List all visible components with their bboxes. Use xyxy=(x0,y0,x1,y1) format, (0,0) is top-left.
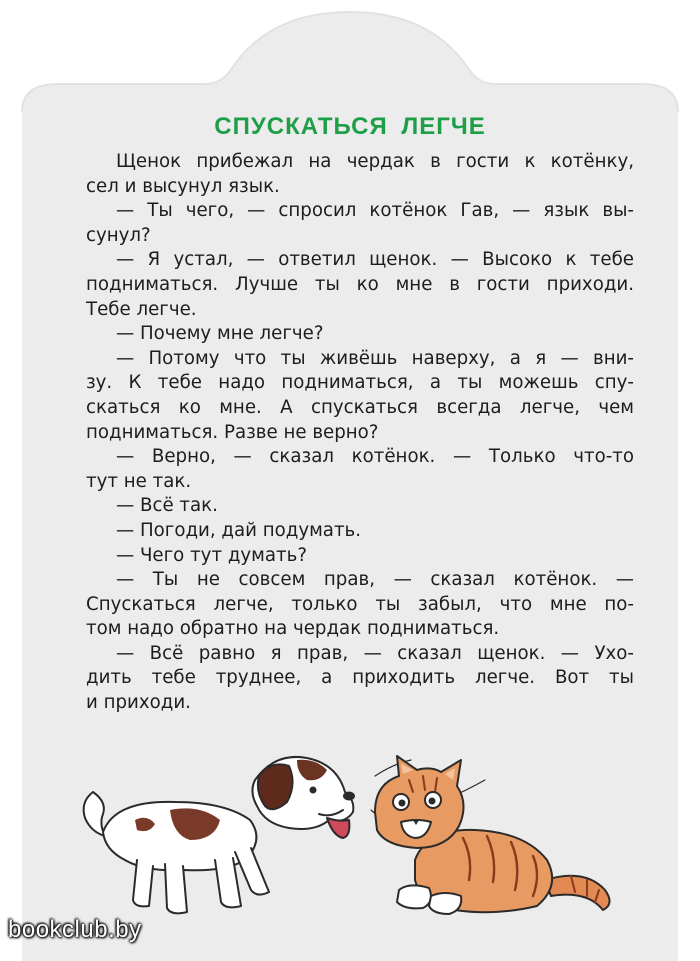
story-line: и приходи. xyxy=(86,692,191,714)
story-line: — Погоди, дай подумать. xyxy=(116,519,362,541)
story-line: — Всё равно я прав, — сказал щенок. — Ухо- xyxy=(116,642,634,664)
story-line: — Потому что ты живёшь наверху, а я — вни- xyxy=(116,347,634,369)
story-line: Спускаться легче, только ты забыл, что мне по- xyxy=(86,593,634,615)
story-line: — Верно, — сказал котёнок. — Только что-то xyxy=(116,446,634,468)
story-line: — Ты чего, — спросил котёнок Гав, — язык вы- xyxy=(116,200,634,222)
story-line: зу. К тебе надо подниматься, а ты можешь спу- xyxy=(86,372,634,394)
story-line: дить тебе труднее, а приходить легче. Вот ты xyxy=(86,667,634,689)
story-title: СПУСКАТЬСЯ ЛЕГЧЕ xyxy=(214,113,486,140)
story-line: сел и высунул язык. xyxy=(86,175,280,197)
story-line: — Я устал, — ответил щенок. — Высоко к тебе xyxy=(116,249,634,271)
story-line: том надо обратно на чердак подниматься. xyxy=(86,618,500,640)
story-line: — Всё так. xyxy=(116,495,218,517)
story-line: сунул? xyxy=(86,224,151,246)
story-line: подниматься. Лучше ты ко мне в гости приходи. xyxy=(86,273,634,295)
story-line: тут не так. xyxy=(86,470,192,492)
story-line: — Почему мне легче? xyxy=(116,323,324,345)
puppy-drawing xyxy=(84,757,355,913)
story-line: — Чего тут думать? xyxy=(116,544,307,566)
story-line: — Ты не совсем прав, — сказал котёнок. — xyxy=(116,569,634,591)
puppy-and-kitten-illustration xyxy=(75,740,635,925)
story-text xyxy=(86,150,634,716)
watermark: bookclub.by xyxy=(8,916,142,943)
story-line: подниматься. Разве не верно? xyxy=(86,421,379,443)
kitten-drawing xyxy=(371,756,610,914)
story-line: Щенок прибежал на чердак в гости к котёнку, xyxy=(116,151,634,172)
story-line: Тебе легче. xyxy=(86,298,197,320)
story-line: скаться ко мне. А спускаться всегда легче, чем xyxy=(86,396,634,418)
